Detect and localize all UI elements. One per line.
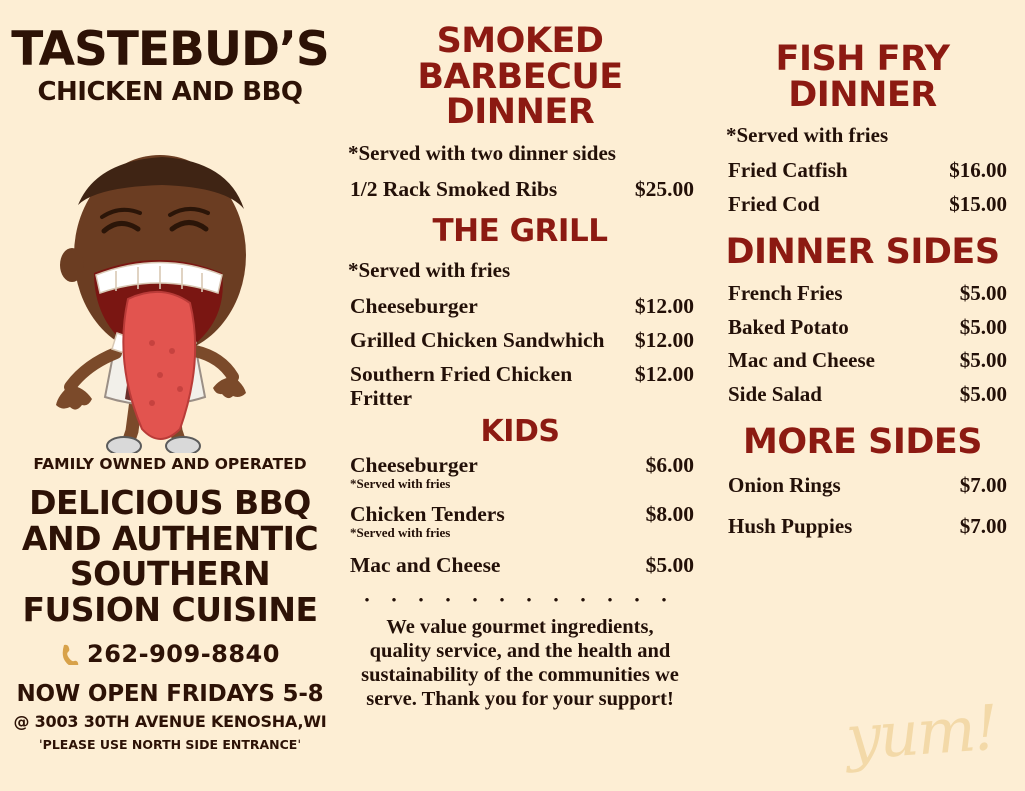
menu-item	[700, 378, 1025, 412]
item-price: $6.00	[645, 452, 694, 477]
item-name: 1/2 Rack Smoked Ribs	[350, 177, 558, 202]
menu-item	[700, 344, 1025, 378]
item-name: Side Salad	[728, 381, 822, 406]
yum-decoration: yum!	[843, 690, 1000, 775]
menu-item	[340, 448, 700, 477]
menu-item	[700, 277, 1025, 311]
middle-menu-column	[340, 0, 700, 791]
item-price: $5.00	[959, 381, 1007, 406]
closing-statement: We value gourmet ingredients, quality service, and the health and sustainability of the communities we serve. Thank you for your support!	[361, 615, 679, 711]
item-name: Hush Puppies	[728, 514, 853, 539]
section-title-dinner-sides: DINNER SIDES	[725, 232, 1000, 273]
section-title-grill: THE GRILL	[432, 213, 608, 250]
menu-item	[700, 311, 1025, 345]
item-price: $25.00	[634, 177, 694, 202]
entrance-note: ˈPLEASE USE NORTH SIDE ENTRANCEˈ	[38, 736, 302, 752]
item-name: French Fries	[728, 281, 843, 306]
item-name: Chicken Tenders	[350, 501, 505, 526]
menu-item	[340, 172, 700, 206]
brand-tagline: DELICIOUS BBQ AND AUTHENTIC SOUTHERN FUSION CUISINE	[21, 483, 319, 629]
right-menu-column	[700, 0, 1025, 791]
item-price: $15.00	[949, 191, 1007, 216]
item-price: $7.00	[959, 472, 1007, 497]
item-name: Mac and Cheese	[728, 348, 875, 373]
item-price: $8.00	[645, 501, 694, 526]
menu-item	[340, 323, 700, 357]
item-name: Baked Potato	[728, 314, 849, 339]
item-name: Cheeseburger	[350, 293, 478, 318]
menu-item	[340, 541, 700, 582]
item-name: Southern Fried Chicken Fritter	[350, 361, 573, 410]
dot-divider: • • • • • • • • • • • •	[364, 592, 676, 609]
phone-icon	[60, 643, 80, 665]
grill-note: *Served with fries	[348, 257, 511, 282]
section-title-more-sides: MORE SIDES	[742, 422, 983, 463]
item-price: $12.00	[634, 327, 694, 352]
item-name: Mac and Cheese	[350, 552, 501, 577]
menu-item	[340, 357, 700, 415]
smoked-bbq-note: *Served with two dinner sides	[348, 141, 616, 166]
brand-subtitle: CHICKEN AND BBQ	[37, 77, 303, 107]
menu-item	[340, 289, 700, 323]
item-name: Onion Rings	[728, 472, 841, 497]
section-title-kids: KIDS	[480, 414, 560, 450]
item-note: *Served with fries	[350, 524, 451, 540]
item-price: $12.00	[634, 293, 694, 318]
menu-item	[340, 492, 700, 526]
item-note: *Served with fries	[350, 475, 451, 491]
fish-fry-note: *Served with fries	[726, 123, 889, 148]
phone-row[interactable]	[0, 640, 340, 668]
item-name: Fried Cod	[728, 191, 820, 216]
item-price: $5.00	[959, 281, 1007, 306]
hours-text: NOW OPEN FRIDAYS 5-8	[16, 680, 324, 707]
menu-item	[700, 510, 1025, 544]
item-name: Cheeseburger	[350, 452, 478, 477]
menu-item	[700, 188, 1025, 222]
mascot-illustration	[20, 113, 320, 453]
menu-item	[700, 469, 1025, 503]
item-price: $16.00	[949, 158, 1007, 183]
family-owned-text: FAMILY OWNED AND OPERATED	[33, 455, 307, 473]
phone-number[interactable]: 262-909-8840	[87, 639, 280, 668]
item-price: $12.00	[634, 361, 694, 386]
item-price: $7.00	[959, 514, 1007, 539]
item-name: Fried Catfish	[728, 158, 848, 183]
item-name: Grilled Chicken Sandwhich	[350, 327, 605, 352]
menu-item	[700, 154, 1025, 188]
address-text: @ 3003 30TH AVENUE KENOSHA,WI	[13, 711, 327, 731]
item-price: $5.00	[959, 348, 1007, 373]
brand-column	[0, 0, 340, 791]
item-price: $5.00	[959, 314, 1007, 339]
section-title-smoked-bbq: SMOKED BARBECUE DINNER	[417, 21, 623, 133]
page-title: TASTEBUD’S	[11, 22, 329, 77]
item-price: $5.00	[645, 552, 694, 577]
section-title-fish-fry: FISH FRY DINNER	[775, 39, 950, 115]
